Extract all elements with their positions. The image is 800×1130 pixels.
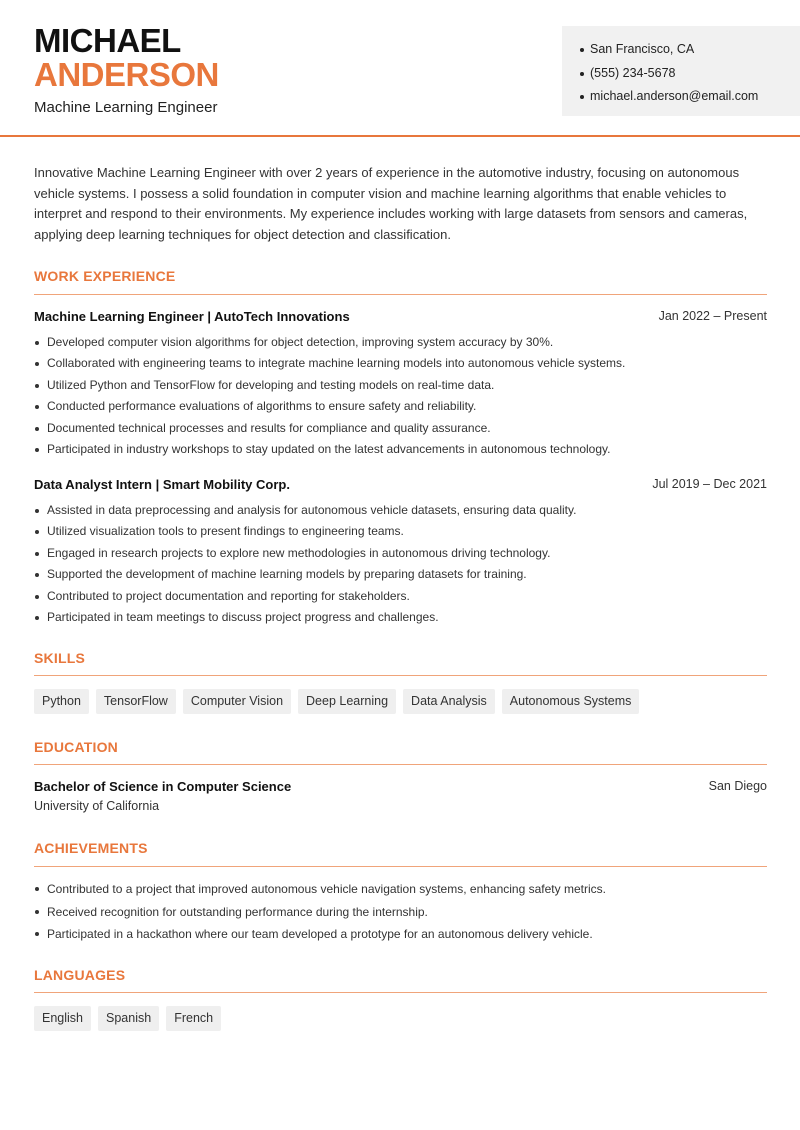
job-dates: Jan 2022 – Present — [658, 309, 767, 323]
section-divider — [34, 294, 767, 295]
contact-email: michael.anderson@email.com — [580, 85, 800, 109]
contact-phone: (555) 234-5678 — [580, 62, 800, 86]
list-item: Utilized visualization tools to present findings to engineering teams. — [34, 521, 774, 542]
resume-header — [0, 0, 800, 137]
job-role: Data Analyst Intern | Smart Mobility Corp. — [34, 477, 290, 492]
language-chip: French — [166, 1006, 221, 1031]
skill-chip: Autonomous Systems — [502, 689, 640, 714]
section-divider — [34, 866, 767, 867]
list-item: Utilized Python and TensorFlow for developing and testing models on real-time data. — [34, 375, 774, 396]
last-name: ANDERSON — [34, 56, 219, 93]
first-name: MICHAEL — [34, 22, 181, 59]
section-title-skills: SKILLS — [34, 650, 85, 666]
education-location: San Diego — [708, 779, 767, 793]
job-bullets — [34, 332, 774, 460]
skill-chip: Computer Vision — [183, 689, 291, 714]
section-divider — [34, 992, 767, 993]
list-item: Contributed to a project that improved autonomous vehicle navigation systems, enhancing safety metrics. — [34, 878, 774, 901]
list-item: Conducted performance evaluations of algorithms to ensure safety and reliability. — [34, 396, 774, 417]
list-item: Contributed to project documentation and reporting for stakeholders. — [34, 586, 774, 607]
list-item: Supported the development of machine learning models by preparing datasets for training. — [34, 564, 774, 585]
section-title-work: WORK EXPERIENCE — [34, 268, 176, 284]
summary-paragraph: Innovative Machine Learning Engineer with over 2 years of experience in the automotive industry, focusing on autonomous vehicle systems. I possess a solid foundation in computer vision and machine learning algorithms that enable vehicles to interpret and respond to their environments. My experience includes working with large datasets from sensors and cameras, applying deep learning techniques for object detection and classification. — [34, 165, 748, 242]
languages-list — [34, 1006, 221, 1031]
language-chip: Spanish — [98, 1006, 159, 1031]
list-item: Received recognition for outstanding performance during the internship. — [34, 901, 774, 924]
list-item: Developed computer vision algorithms for object detection, improving system accuracy by 30%. — [34, 332, 774, 353]
job-title: Machine Learning Engineer — [34, 99, 218, 116]
job-bullets — [34, 500, 774, 628]
section-title-achievements: ACHIEVEMENTS — [34, 840, 148, 856]
list-item: Participated in industry workshops to stay updated on the latest advancements in autonomous technology. — [34, 439, 774, 460]
section-title-languages: LANGUAGES — [34, 967, 126, 983]
skill-chip: Data Analysis — [403, 689, 495, 714]
list-item: Assisted in data preprocessing and analysis for autonomous vehicle datasets, ensuring data quality. — [34, 500, 774, 521]
contact-location: San Francisco, CA — [580, 38, 800, 62]
list-item: Documented technical processes and results for compliance and quality assurance. — [34, 418, 774, 439]
education-school: University of California — [34, 799, 160, 813]
language-chip: English — [34, 1006, 91, 1031]
list-item: Participated in a hackathon where our team developed a prototype for an autonomous delivery vehicle. — [34, 923, 774, 946]
skill-chip: TensorFlow — [96, 689, 176, 714]
skills-list — [34, 689, 639, 714]
job-header — [34, 309, 767, 324]
list-item: Engaged in research projects to explore new methodologies in autonomous driving technology. — [34, 543, 774, 564]
list-item: Collaborated with engineering teams to integrate machine learning models into autonomous vehicle systems. — [34, 353, 774, 374]
section-divider — [34, 675, 767, 676]
job-header — [34, 477, 767, 492]
section-divider — [34, 764, 767, 765]
job-dates: Jul 2019 – Dec 2021 — [652, 477, 767, 491]
skill-chip: Python — [34, 689, 89, 714]
section-title-education: EDUCATION — [34, 739, 118, 755]
job-role: Machine Learning Engineer | AutoTech Innovations — [34, 309, 350, 324]
skill-chip: Deep Learning — [298, 689, 396, 714]
list-item: Participated in team meetings to discuss project progress and challenges. — [34, 607, 774, 628]
achievements-list — [34, 878, 774, 946]
education-degree: Bachelor of Science in Computer Science — [34, 779, 292, 794]
contact-box — [562, 26, 800, 116]
